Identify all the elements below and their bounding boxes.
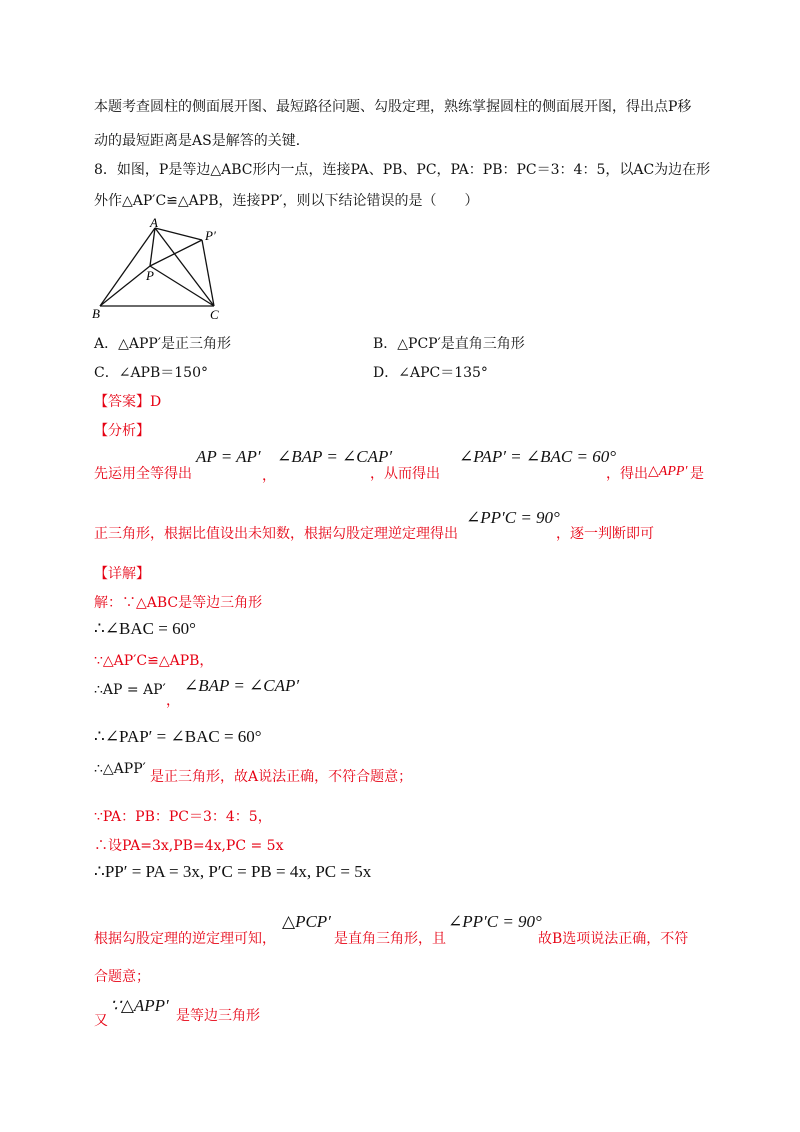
- detail-line-4-sep: ，: [166, 693, 180, 709]
- option-a: A．△APP′是正三角形: [94, 336, 232, 352]
- detail-line-2: ∴∠BAC = 60°: [94, 619, 196, 638]
- option-d: D．∠APC＝135°: [373, 365, 488, 381]
- detail-line-10d: ∠PP′C = 90°: [448, 912, 542, 931]
- detail-line-5: ∴∠PAP′ = ∠BAC = 60°: [94, 727, 262, 746]
- analysis-line-1-end: 是: [690, 466, 704, 482]
- triangle-figure: [90, 218, 230, 322]
- figure-label-p-prime: P′: [205, 228, 216, 243]
- analysis-sep-3: ，得出: [606, 466, 648, 482]
- figure-label-a: A: [150, 218, 158, 230]
- detail-line-1: 解：∵△ABC是等边三角形: [94, 595, 263, 611]
- detail-line-4a: ∴AP = AP′: [94, 682, 166, 698]
- analysis-eq-3: ∠PAP′ = ∠BAC = 60°: [459, 447, 617, 466]
- question-line-2: 外作△AP′C≌△APB，连接PP′，则以下结论错误的是（ ）: [94, 193, 479, 209]
- detail-label: 【详解】: [94, 566, 150, 582]
- detail-line-12c: 是等边三角形: [176, 1008, 260, 1024]
- answer-label: 【答案】: [94, 394, 150, 410]
- analysis-sep-2: ，从而得出: [370, 466, 440, 482]
- detail-line-10e: 故B选项说法正确，不符: [538, 931, 689, 947]
- question-line-1: 8．如图，P是等边△ABC形内一点，连接PA、PB、PC，PA：PB：PC＝3：4：5，以AC为边在形: [94, 162, 711, 178]
- figure-label-b: B: [92, 306, 100, 321]
- detail-line-4b: ∠BAP = ∠CAP′: [184, 676, 300, 695]
- detail-line-9: ∴PP′ = PA = 3x, P′C = PB = 4x, PC = 5x: [94, 862, 372, 881]
- detail-line-6a: ∴△APP′: [94, 761, 146, 777]
- detail-line-12b: ∵△APP′: [110, 996, 169, 1015]
- option-b: B．△PCP′是直角三角形: [373, 336, 525, 352]
- analysis-line-1a: 先运用全等得出: [94, 466, 192, 482]
- figure-label-c: C: [210, 307, 219, 322]
- option-c: C．∠APB＝150°: [94, 365, 208, 381]
- answer: [94, 391, 161, 411]
- analysis-eq-1: AP = AP′: [196, 447, 261, 466]
- detail-line-10c: 是直角三角形，且: [334, 931, 446, 947]
- detail-line-6b: 是正三角形，故A说法正确，不符合题意；: [150, 769, 413, 785]
- intro-line-1: 本题考查圆柱的侧面展开图、最短路径问题、勾股定理，熟练掌握圆柱的侧面展开图，得出点P移: [94, 99, 692, 115]
- intro-line-2: 动的最短距离是AS是解答的关键．: [94, 133, 310, 149]
- detail-line-7: ∵PA：PB：PC＝3：4：5，: [94, 809, 272, 825]
- analysis-label: 【分析】: [94, 423, 150, 439]
- detail-line-10b: △PCP′: [282, 912, 331, 931]
- figure-label-p: P: [146, 268, 154, 283]
- detail-line-10a: 根据勾股定理的逆定理可知，: [94, 931, 276, 947]
- analysis-line-2-end: ，逐一判断即可: [556, 526, 654, 542]
- detail-line-11: 合题意；: [94, 969, 150, 985]
- analysis-eq-4: ∠PP′C = 90°: [466, 508, 560, 527]
- analysis-tri-1: △APP′: [648, 464, 688, 479]
- analysis-eq-2: ∠BAP = ∠CAP′: [277, 447, 393, 466]
- detail-line-3: ∵△AP′C≌△APB，: [94, 653, 214, 669]
- detail-line-8: ∴设PA=3x,PB=4x,PC = 5x: [94, 838, 284, 854]
- detail-line-12a: 又: [94, 1013, 108, 1029]
- analysis-sep-1: ，: [262, 468, 276, 484]
- analysis-line-2a: 正三角形，根据比值设出未知数，根据勾股定理逆定理得出: [94, 526, 458, 542]
- answer-value: D: [150, 394, 162, 410]
